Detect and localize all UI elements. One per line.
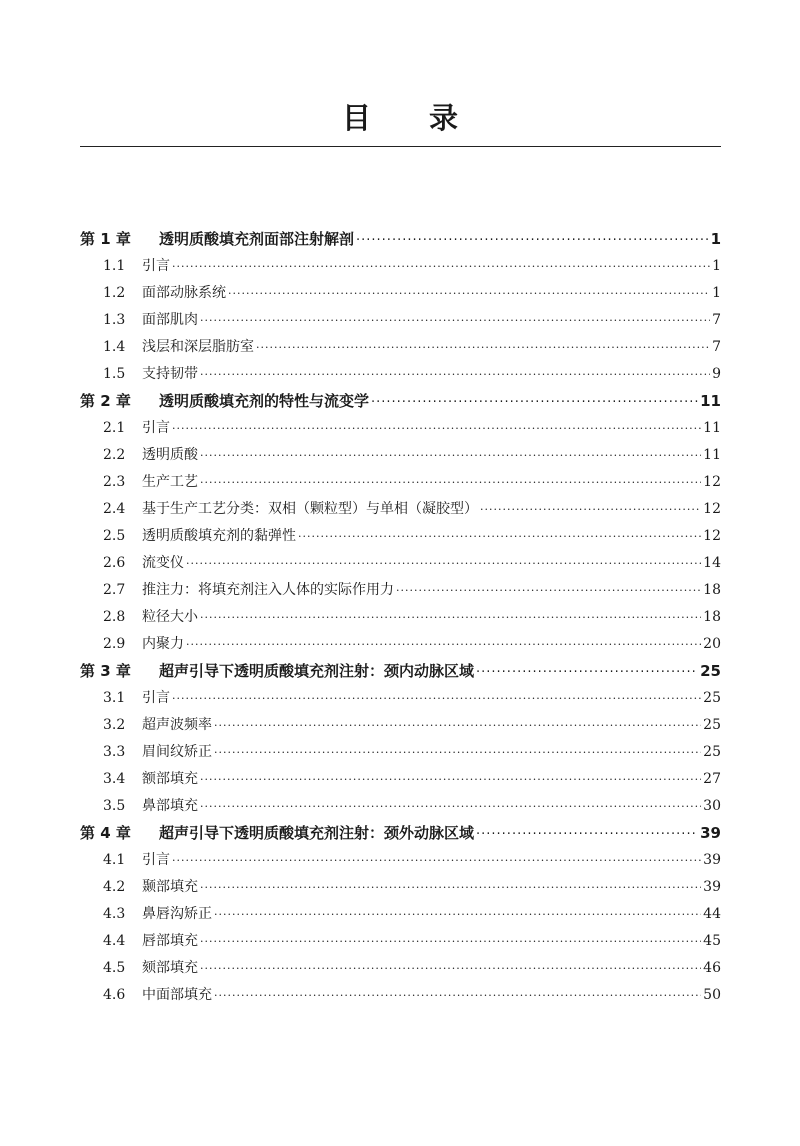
toc-section-entry[interactable]: [80, 631, 721, 658]
section-title: 鼻唇沟矫正: [142, 906, 212, 922]
section-page-number: 11: [703, 447, 721, 463]
chapter-page-number: 11: [700, 392, 721, 410]
dot-leader: [200, 874, 701, 901]
toc-section-entry[interactable]: [80, 685, 721, 712]
section-number: 4.2: [103, 879, 126, 895]
toc-section-entry[interactable]: [80, 766, 721, 793]
section-number: 3.2: [103, 717, 126, 733]
section-number: 2.3: [103, 474, 126, 490]
section-page-number: 12: [703, 501, 721, 517]
section-number: 2.2: [103, 447, 126, 463]
toc-section-entry[interactable]: [80, 361, 721, 388]
section-page-number: 25: [703, 744, 721, 760]
section-number: 3.4: [103, 771, 126, 787]
section-page-number: 44: [703, 906, 721, 922]
dot-leader: [186, 631, 701, 658]
chapter-block: [80, 388, 721, 658]
section-page-number: 11: [703, 420, 721, 436]
chapter-number: 第 2 章: [80, 392, 131, 410]
dot-leader: [214, 712, 701, 739]
dot-leader: [200, 793, 701, 820]
section-title: 引言: [142, 852, 170, 868]
dot-leader: [200, 928, 701, 955]
section-title: 推注力：将填充剂注入人体的实际作用力: [142, 582, 394, 598]
toc-section-entry[interactable]: [80, 739, 721, 766]
section-title: 引言: [142, 690, 170, 706]
section-number: 1.2: [103, 285, 126, 301]
section-title: 颏部填充: [142, 960, 198, 976]
section-title: 中面部填充: [142, 987, 212, 1003]
section-title: 支持韧带: [142, 366, 198, 382]
section-title: 面部肌肉: [142, 312, 198, 328]
section-page-number: 12: [703, 474, 721, 490]
toc-section-entry[interactable]: [80, 901, 721, 928]
section-page-number: 12: [703, 528, 721, 544]
dot-leader: [476, 821, 698, 848]
section-title: 超声波频率: [142, 717, 212, 733]
section-page-number: 50: [703, 987, 721, 1003]
section-page-number: 20: [703, 636, 721, 652]
chapter-number: 第 3 章: [80, 662, 131, 680]
section-page-number: 45: [703, 933, 721, 949]
section-number: 4.6: [103, 987, 126, 1003]
section-page-number: 1: [712, 258, 721, 274]
chapter-page-number: 25: [700, 662, 721, 680]
section-number: 2.8: [103, 609, 126, 625]
section-title: 鼻部填充: [142, 798, 198, 814]
section-number: 4.1: [103, 852, 126, 868]
toc-section-entry[interactable]: [80, 955, 721, 982]
section-number: 2.6: [103, 555, 126, 571]
section-title: 透明质酸填充剂的黏弹性: [142, 528, 296, 544]
section-title: 颞部填充: [142, 879, 198, 895]
section-number: 2.1: [103, 420, 126, 436]
chapter-number: 第 1 章: [80, 230, 131, 248]
section-page-number: 7: [712, 312, 721, 328]
section-title: 透明质酸: [142, 447, 198, 463]
toc-section-entry[interactable]: [80, 415, 721, 442]
section-page-number: 9: [712, 366, 721, 382]
section-number: 1.4: [103, 339, 126, 355]
dot-leader: [256, 334, 710, 361]
section-page-number: 46: [703, 960, 721, 976]
section-title: 唇部填充: [142, 933, 198, 949]
section-number: 1.3: [103, 312, 126, 328]
section-number: 2.4: [103, 501, 126, 517]
dot-leader: [200, 955, 701, 982]
dot-leader: [228, 280, 710, 307]
dot-leader: [371, 389, 698, 416]
section-title: 生产工艺: [142, 474, 198, 490]
section-title: 基于生产工艺分类：双相（颗粒型）与单相（凝胶型）: [142, 501, 478, 517]
toc-section-entry[interactable]: [80, 928, 721, 955]
toc-section-entry[interactable]: [80, 874, 721, 901]
page-title: 目 录: [341, 101, 483, 135]
section-number: 3.5: [103, 798, 126, 814]
section-title: 浅层和深层脂肪室: [142, 339, 254, 355]
dot-leader: [200, 469, 701, 496]
title-divider: [80, 146, 721, 147]
dot-leader: [200, 442, 701, 469]
dot-leader: [172, 415, 701, 442]
section-title: 面部动脉系统: [142, 285, 226, 301]
toc-chapter-entry[interactable]: [80, 226, 721, 253]
chapter-number: 第 4 章: [80, 824, 131, 842]
dot-leader: [476, 659, 698, 686]
dot-leader: [214, 982, 701, 1009]
toc-chapter-entry[interactable]: [80, 658, 721, 685]
section-number: 2.9: [103, 636, 126, 652]
chapter-page-number: 1: [710, 230, 721, 248]
dot-leader: [200, 766, 701, 793]
chapter-title: 超声引导下透明质酸填充剂注射：颈外动脉区域: [159, 824, 475, 842]
toc-section-entry[interactable]: [80, 523, 721, 550]
section-number: 1.1: [103, 258, 126, 274]
toc-section-entry[interactable]: [80, 577, 721, 604]
chapter-page-number: 39: [700, 824, 721, 842]
section-page-number: 14: [703, 555, 721, 571]
toc-section-entry[interactable]: [80, 847, 721, 874]
toc-section-entry[interactable]: [80, 253, 721, 280]
section-page-number: 39: [703, 852, 721, 868]
section-page-number: 18: [703, 609, 721, 625]
section-title: 内聚力: [142, 636, 184, 652]
section-page-number: 39: [703, 879, 721, 895]
section-title: 引言: [142, 258, 170, 274]
dot-leader: [200, 361, 710, 388]
section-number: 4.4: [103, 933, 126, 949]
toc-section-entry[interactable]: [80, 307, 721, 334]
section-page-number: 1: [712, 285, 721, 301]
section-title: 额部填充: [142, 771, 198, 787]
dot-leader: [200, 604, 701, 631]
chapter-block: [80, 226, 721, 388]
toc-section-entry[interactable]: [80, 496, 721, 523]
dot-leader: [172, 847, 701, 874]
section-number: 3.1: [103, 690, 126, 706]
table-of-contents: [80, 226, 721, 1009]
toc-section-entry[interactable]: [80, 442, 721, 469]
toc-section-entry[interactable]: [80, 712, 721, 739]
section-number: 3.3: [103, 744, 126, 760]
section-number: 4.5: [103, 960, 126, 976]
chapter-title: 透明质酸填充剂面部注射解剖: [159, 230, 355, 248]
toc-section-entry[interactable]: [80, 604, 721, 631]
section-page-number: 7: [712, 339, 721, 355]
section-number: 4.3: [103, 906, 126, 922]
dot-leader: [396, 577, 701, 604]
toc-section-entry[interactable]: [80, 550, 721, 577]
dot-leader: [172, 685, 701, 712]
dot-leader: [356, 227, 709, 254]
section-page-number: 25: [703, 690, 721, 706]
chapter-title: 透明质酸填充剂的特性与流变学: [159, 392, 370, 410]
section-page-number: 25: [703, 717, 721, 733]
dot-leader: [298, 523, 701, 550]
dot-leader: [480, 496, 701, 523]
dot-leader: [214, 901, 701, 928]
toc-section-entry[interactable]: [80, 280, 721, 307]
section-title: 引言: [142, 420, 170, 436]
dot-leader: [172, 253, 710, 280]
dot-leader: [214, 739, 701, 766]
section-page-number: 18: [703, 582, 721, 598]
dot-leader: [186, 550, 701, 577]
section-number: 2.7: [103, 582, 126, 598]
toc-section-entry[interactable]: [80, 793, 721, 820]
section-title: 粒径大小: [142, 609, 198, 625]
section-page-number: 30: [703, 798, 721, 814]
toc-chapter-entry[interactable]: [80, 820, 721, 847]
toc-section-entry[interactable]: [80, 982, 721, 1009]
section-number: 1.5: [103, 366, 126, 382]
chapter-block: [80, 658, 721, 820]
toc-section-entry[interactable]: [80, 334, 721, 361]
section-page-number: 27: [703, 771, 721, 787]
section-number: 2.5: [103, 528, 126, 544]
section-title: 眉间纹矫正: [142, 744, 212, 760]
toc-section-entry[interactable]: [80, 469, 721, 496]
chapter-block: [80, 820, 721, 1009]
section-title: 流变仪: [142, 555, 184, 571]
chapter-title: 超声引导下透明质酸填充剂注射：颈内动脉区域: [159, 662, 475, 680]
toc-chapter-entry[interactable]: [80, 388, 721, 415]
dot-leader: [200, 307, 710, 334]
